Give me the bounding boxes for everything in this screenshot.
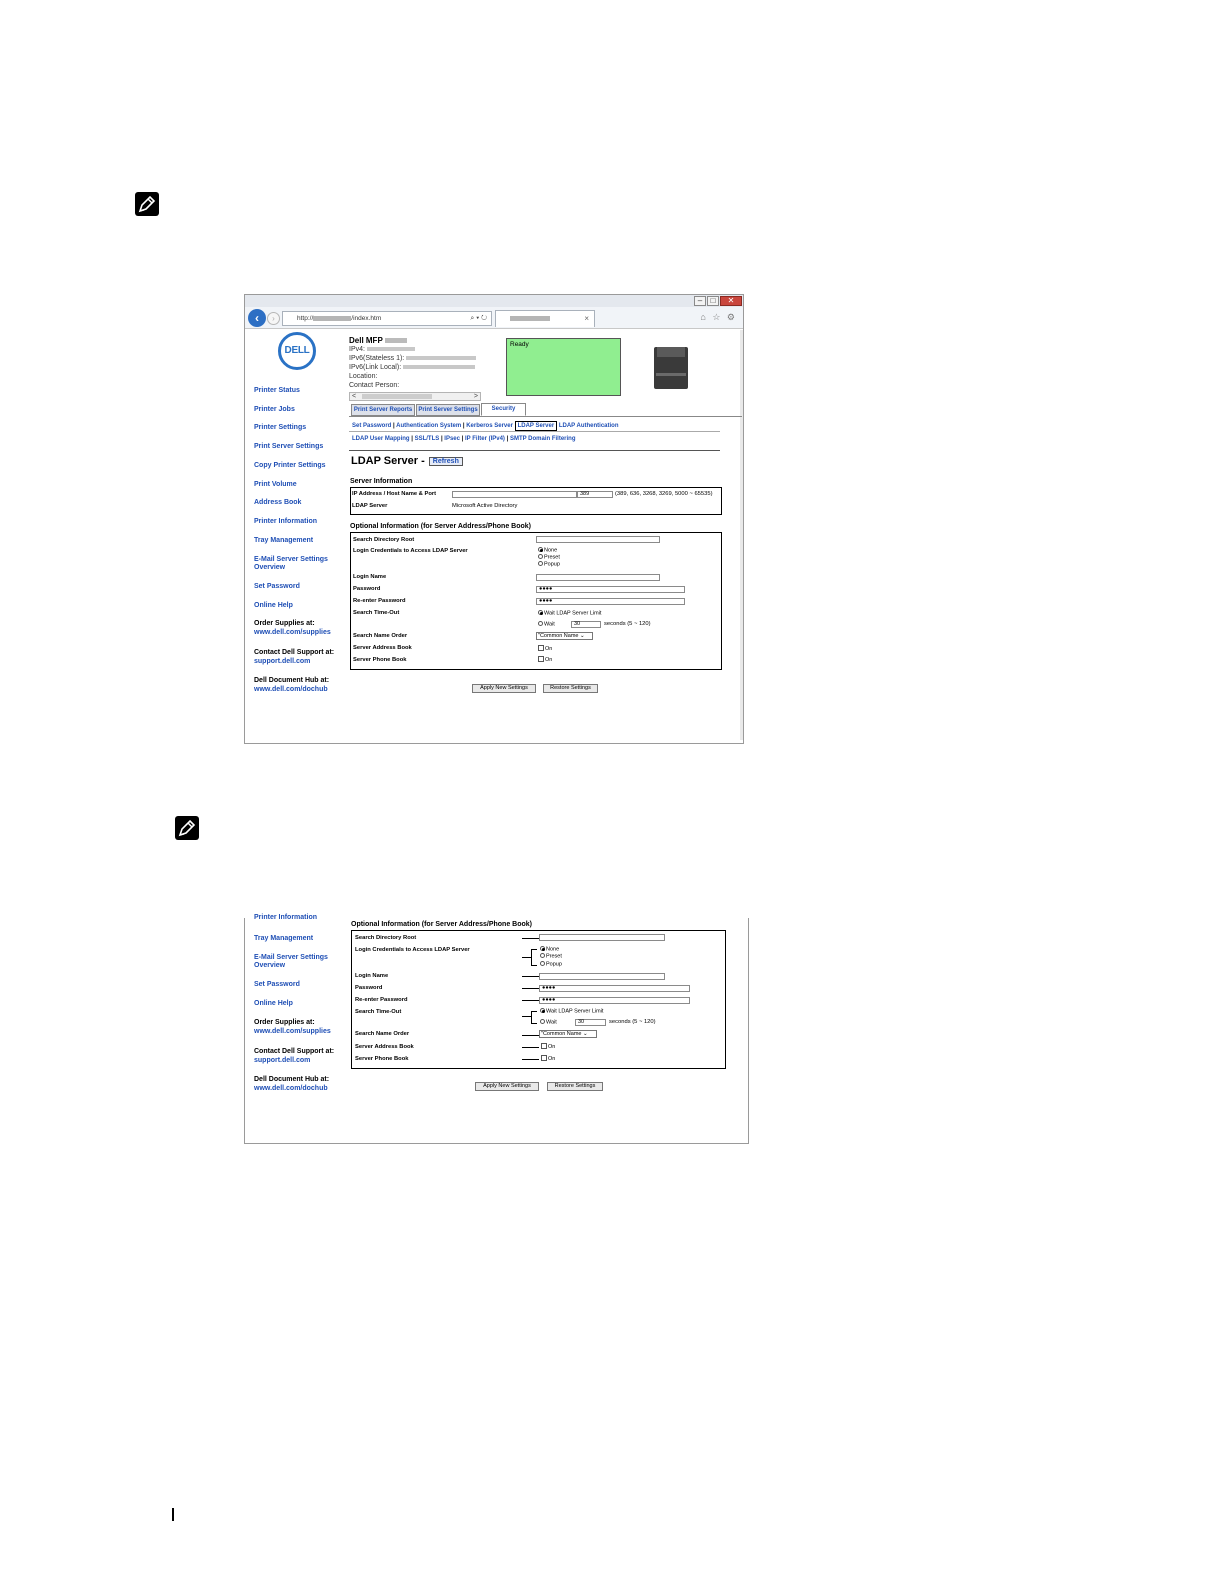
timeout-hint: seconds (5 ~ 120) bbox=[609, 1019, 656, 1025]
search-timeout-label: Search Time-Out bbox=[355, 1009, 402, 1015]
sublink-sep: | bbox=[393, 423, 395, 429]
sublink-authentication-system[interactable]: Authentication System bbox=[396, 423, 462, 429]
search-root-label: Search Directory Root bbox=[355, 935, 417, 941]
restore-settings-button[interactable]: Restore Settings bbox=[543, 684, 598, 693]
phone-book-on-label: On bbox=[548, 1056, 556, 1062]
sidebar-item-printer-status[interactable]: Printer Status bbox=[254, 387, 300, 394]
radio-wait-label: Wait bbox=[544, 621, 555, 628]
radio-wait-icon bbox=[538, 621, 543, 626]
ldap-server-value: Microsoft Active Directory bbox=[452, 503, 518, 509]
ip-address-label: IP Address / Host Name & Port bbox=[352, 491, 437, 497]
sidebar-item-printer-jobs[interactable]: Printer Jobs bbox=[254, 406, 295, 413]
address-tools-icon[interactable]: ⌕ ▾ ↻ bbox=[470, 315, 487, 322]
tab-close-icon[interactable]: × bbox=[584, 314, 589, 323]
document-hub-label: Dell Document Hub at: bbox=[254, 677, 330, 684]
ipv4-label: IPv4: bbox=[349, 346, 365, 353]
radio-wait-icon bbox=[540, 1019, 545, 1024]
timeout-input[interactable]: 30 bbox=[575, 1019, 606, 1026]
server-phone-book-label: Server Phone Book bbox=[353, 657, 407, 663]
status-panel: Ready bbox=[506, 338, 621, 396]
back-button[interactable]: ‹ bbox=[248, 309, 266, 327]
sublink-kerberos-server[interactable]: Kerberos Server bbox=[466, 423, 513, 429]
note-icon-2 bbox=[175, 816, 199, 840]
sidebar-item-copy-printer-settings[interactable]: Copy Printer Settings bbox=[254, 462, 326, 469]
apply-new-settings-button[interactable]: Apply New Settings bbox=[475, 1082, 539, 1091]
radio-popup[interactable] bbox=[540, 961, 562, 969]
callout-line bbox=[522, 976, 539, 977]
password-input[interactable]: ●●●● bbox=[539, 985, 690, 992]
tab-security[interactable]: Security bbox=[481, 403, 526, 416]
callout-line bbox=[522, 938, 539, 939]
sidebar-item-online-help[interactable]: Online Help bbox=[254, 602, 293, 609]
phone-book-checkbox[interactable] bbox=[541, 1055, 555, 1063]
page-footer-rule bbox=[172, 1508, 174, 1521]
server-address-book-label: Server Address Book bbox=[353, 645, 412, 651]
sidebar-item-tray-management[interactable]: Tray Management bbox=[254, 537, 314, 544]
search-root-input[interactable] bbox=[536, 536, 660, 543]
sublink-sep: | bbox=[411, 436, 413, 442]
detail-screenshot bbox=[244, 914, 749, 1144]
title-divider bbox=[349, 450, 720, 451]
name-order-select[interactable] bbox=[539, 1030, 597, 1038]
browser-tab[interactable] bbox=[495, 310, 595, 327]
callout-line bbox=[522, 988, 539, 989]
sublink-sep: | bbox=[461, 436, 464, 442]
password-label: Password bbox=[353, 586, 381, 592]
radio-wait-ldap[interactable] bbox=[540, 1008, 603, 1016]
optional-info-heading: Optional Information (for Server Address/Phone Book) bbox=[351, 921, 532, 928]
sublink-sep: | bbox=[462, 423, 465, 429]
callout-line bbox=[522, 1047, 539, 1048]
forward-button[interactable]: › bbox=[267, 312, 280, 325]
sublink-sep: | bbox=[440, 436, 443, 442]
apply-new-settings-button[interactable]: Apply New Settings bbox=[472, 684, 536, 693]
ip-address-input[interactable] bbox=[452, 491, 577, 498]
ipv4-blurred bbox=[367, 347, 415, 351]
printer-image bbox=[654, 347, 688, 389]
tabs-baseline bbox=[349, 416, 742, 417]
name-order-select[interactable] bbox=[536, 632, 593, 640]
password-input[interactable]: ●●●● bbox=[536, 586, 685, 593]
security-sublinks-row2 bbox=[352, 435, 576, 443]
ipv6-stateless-label: IPv6(Stateless 1): bbox=[349, 355, 405, 362]
sidebar-item-address-book[interactable]: Address Book bbox=[254, 499, 302, 506]
search-root-input[interactable] bbox=[539, 934, 665, 941]
server-phone-book-label: Server Phone Book bbox=[355, 1056, 409, 1062]
radio-preset-icon bbox=[540, 953, 545, 958]
sublink-sep: | bbox=[506, 436, 509, 442]
browser-navbar bbox=[245, 307, 743, 329]
document-hub-label: Dell Document Hub at: bbox=[254, 1076, 330, 1083]
login-name-label: Login Name bbox=[353, 574, 387, 580]
radio-wait-ldap[interactable] bbox=[538, 610, 601, 618]
callout-line bbox=[522, 1035, 539, 1036]
callout-line bbox=[522, 957, 531, 958]
login-credentials-label: Login Credentials to Access LDAP Server bbox=[353, 548, 468, 554]
radio-none-icon bbox=[540, 946, 545, 951]
reenter-password-label: Re-enter Password bbox=[355, 997, 408, 1003]
callout-line bbox=[522, 1016, 531, 1017]
location-label: Location: bbox=[349, 373, 378, 380]
chevron-down-icon: ⌄ bbox=[583, 1031, 588, 1037]
document-hub-link[interactable]: www.dell.com/dochub bbox=[254, 686, 328, 693]
ldap-server-label: LDAP Server bbox=[352, 503, 388, 509]
sublink-smtp-domain-filtering[interactable]: SMTP Domain Filtering bbox=[509, 436, 576, 442]
tab-print-server-settings[interactable]: Print Server Settings bbox=[416, 404, 480, 416]
contact-person-label: Contact Person: bbox=[349, 382, 400, 389]
login-name-input[interactable] bbox=[539, 973, 665, 980]
dell-logo: DELL bbox=[278, 332, 316, 370]
phone-book-checkbox[interactable] bbox=[538, 656, 552, 664]
sublink-set-password[interactable]: Set Password bbox=[352, 423, 392, 429]
sublink-ssl-tls[interactable]: SSL/TLS bbox=[414, 436, 440, 442]
url-suffix: /index.htm bbox=[351, 315, 382, 322]
name-order-value: "Common Name bbox=[538, 633, 579, 639]
login-name-label: Login Name bbox=[355, 973, 389, 979]
address-bar[interactable] bbox=[282, 311, 492, 326]
url-prefix: http:// bbox=[297, 315, 314, 322]
document-hub-link[interactable]: www.dell.com/dochub bbox=[254, 1085, 328, 1092]
sublink-ldap-user-mapping[interactable]: LDAP User Mapping bbox=[352, 436, 410, 442]
address-book-on-label: On bbox=[548, 1044, 556, 1050]
toolbar-icons[interactable]: ⌂ ☆ ⚙ bbox=[700, 312, 737, 322]
server-info-heading: Server Information bbox=[350, 478, 413, 485]
password-label: Password bbox=[355, 985, 383, 991]
radio-popup-icon bbox=[540, 961, 545, 966]
radio-preset-icon bbox=[538, 554, 543, 559]
sidebar-item-set-password[interactable]: Set Password bbox=[254, 981, 300, 988]
login-name-input[interactable] bbox=[536, 574, 660, 581]
callout-line bbox=[531, 1023, 537, 1024]
radio-none-label: None bbox=[544, 547, 558, 554]
radio-wait-label: Wait bbox=[546, 1019, 557, 1026]
address-book-checkbox-box bbox=[538, 645, 544, 651]
address-book-on-label: On bbox=[545, 646, 553, 652]
radio-none-icon bbox=[538, 547, 543, 552]
callout-line bbox=[522, 1000, 539, 1001]
tab-print-server-reports[interactable]: Print Server Reports bbox=[351, 404, 415, 416]
note-icon bbox=[135, 192, 159, 216]
info-hscrollbar[interactable]: < > bbox=[349, 392, 481, 401]
tab-title-blurred bbox=[510, 316, 550, 321]
sublink-ipsec[interactable]: IPsec bbox=[444, 436, 460, 442]
radio-none-label: None bbox=[546, 946, 560, 953]
callout-line bbox=[522, 1059, 539, 1060]
contact-support-link[interactable]: support.dell.com bbox=[254, 658, 311, 665]
page-title-row bbox=[351, 455, 463, 467]
restore-settings-button[interactable]: Restore Settings bbox=[547, 1082, 603, 1091]
sidebar-item-print-volume[interactable]: Print Volume bbox=[254, 481, 297, 488]
port-hint: (389, 636, 3268, 3269, 5000 ~ 65535) bbox=[615, 491, 713, 497]
port-input[interactable]: 389 bbox=[577, 491, 613, 498]
callout-line bbox=[531, 965, 537, 966]
sidebar-item-tray-management[interactable]: Tray Management bbox=[254, 935, 314, 942]
name-order-value: "Common Name bbox=[541, 1031, 582, 1037]
radio-wait-ldap-icon bbox=[540, 1008, 545, 1013]
window-titlebar bbox=[245, 295, 743, 307]
search-timeout-label: Search Time-Out bbox=[353, 610, 400, 616]
sidebar-item-email-server[interactable] bbox=[254, 556, 328, 572]
radio-preset[interactable] bbox=[540, 953, 562, 961]
radio-popup-label: Popup bbox=[544, 561, 560, 568]
email-server-line2: Overview bbox=[254, 564, 286, 571]
url-blurred bbox=[313, 316, 351, 321]
radio-popup[interactable] bbox=[538, 561, 560, 569]
sidebar-item-printer-information[interactable]: Printer Information bbox=[254, 518, 318, 525]
reenter-password-input[interactable]: ●●●● bbox=[536, 598, 685, 605]
chevron-down-icon: ⌄ bbox=[580, 633, 585, 639]
email-server-line1: E-Mail Server Settings bbox=[254, 556, 328, 563]
order-supplies-link[interactable]: www.dell.com/supplies bbox=[254, 1028, 331, 1035]
sidebar-item-email-server[interactable] bbox=[254, 954, 328, 970]
address-book-checkbox[interactable] bbox=[538, 645, 552, 653]
phone-book-checkbox-box bbox=[538, 656, 544, 662]
ipv6-link-blurred bbox=[403, 365, 475, 369]
radio-popup-label: Popup bbox=[546, 961, 562, 968]
phone-book-checkbox-box bbox=[541, 1055, 547, 1061]
device-name: Dell MFP bbox=[349, 336, 383, 345]
radio-preset-label: Preset bbox=[546, 953, 562, 960]
callout-line bbox=[531, 949, 537, 950]
phone-book-on-label: On bbox=[545, 657, 553, 663]
sublink-ip-filter[interactable]: IP Filter (IPv4) bbox=[465, 436, 505, 442]
radio-wait-ldap-icon bbox=[538, 610, 543, 615]
maximize-button[interactable]: □ bbox=[707, 296, 719, 306]
vertical-scrollbar[interactable] bbox=[740, 330, 743, 740]
sidebar-item-printer-information-partial[interactable]: Printer Information bbox=[254, 914, 318, 921]
timeout-input[interactable]: 30 bbox=[571, 621, 601, 628]
radio-popup-icon bbox=[538, 561, 543, 566]
reenter-password-input[interactable]: ●●●● bbox=[539, 997, 690, 1004]
address-book-checkbox-box bbox=[541, 1043, 547, 1049]
timeout-hint: seconds (5 ~ 120) bbox=[604, 621, 651, 627]
order-supplies-link[interactable]: www.dell.com/supplies bbox=[254, 629, 331, 636]
device-info bbox=[349, 336, 476, 390]
contact-support-link[interactable]: support.dell.com bbox=[254, 1057, 311, 1064]
sidebar-item-online-help[interactable]: Online Help bbox=[254, 1000, 293, 1007]
reenter-password-label: Re-enter Password bbox=[353, 598, 406, 604]
order-supplies-label: Order Supplies at: bbox=[254, 620, 315, 627]
name-order-label: Search Name Order bbox=[355, 1031, 410, 1037]
radio-preset-label: Preset bbox=[544, 554, 560, 561]
radio-wait-ldap-label: Wait LDAP Server Limit bbox=[544, 610, 602, 617]
ipv6-stateless-blurred bbox=[406, 356, 476, 360]
page-title: LDAP Server - bbox=[351, 455, 425, 467]
login-credentials-label: Login Credentials to Access LDAP Server bbox=[355, 947, 470, 953]
server-address-book-label: Server Address Book bbox=[355, 1044, 414, 1050]
email-server-line2: Overview bbox=[254, 962, 286, 969]
sublink-ldap-authentication[interactable]: LDAP Authentication bbox=[558, 423, 619, 429]
radio-wait[interactable] bbox=[538, 621, 555, 629]
browser-screenshot bbox=[244, 294, 744, 744]
radio-wait-ldap-label: Wait LDAP Server Limit bbox=[546, 1008, 604, 1015]
ipv6-link-label: IPv6(Link Local): bbox=[349, 364, 402, 371]
contact-support-label: Contact Dell Support at: bbox=[254, 1048, 335, 1055]
sublink-ldap-server[interactable]: LDAP Server bbox=[515, 421, 558, 431]
close-window-button[interactable]: ✕ bbox=[720, 296, 742, 306]
sidebar-item-printer-settings[interactable]: Printer Settings bbox=[254, 424, 307, 431]
sidebar-item-print-server-settings[interactable]: Print Server Settings bbox=[254, 443, 324, 450]
email-server-line1: E-Mail Server Settings bbox=[254, 954, 328, 961]
address-book-checkbox[interactable] bbox=[541, 1043, 555, 1051]
radio-wait[interactable] bbox=[540, 1019, 557, 1027]
contact-support-label: Contact Dell Support at: bbox=[254, 649, 335, 656]
minimize-button[interactable]: – bbox=[694, 296, 706, 306]
refresh-button[interactable]: Refresh bbox=[429, 457, 463, 466]
optional-info-heading: Optional Information (for Server Address/Phone Book) bbox=[350, 523, 531, 530]
search-root-label: Search Directory Root bbox=[353, 537, 415, 543]
callout-bracket bbox=[531, 949, 532, 966]
order-supplies-label: Order Supplies at: bbox=[254, 1019, 315, 1026]
name-order-label: Search Name Order bbox=[353, 633, 408, 639]
callout-line bbox=[531, 1011, 537, 1012]
sublinks-divider bbox=[349, 431, 720, 432]
sidebar-item-set-password[interactable]: Set Password bbox=[254, 583, 300, 590]
security-sublinks-row1 bbox=[352, 422, 619, 430]
model-blurred bbox=[385, 338, 407, 343]
